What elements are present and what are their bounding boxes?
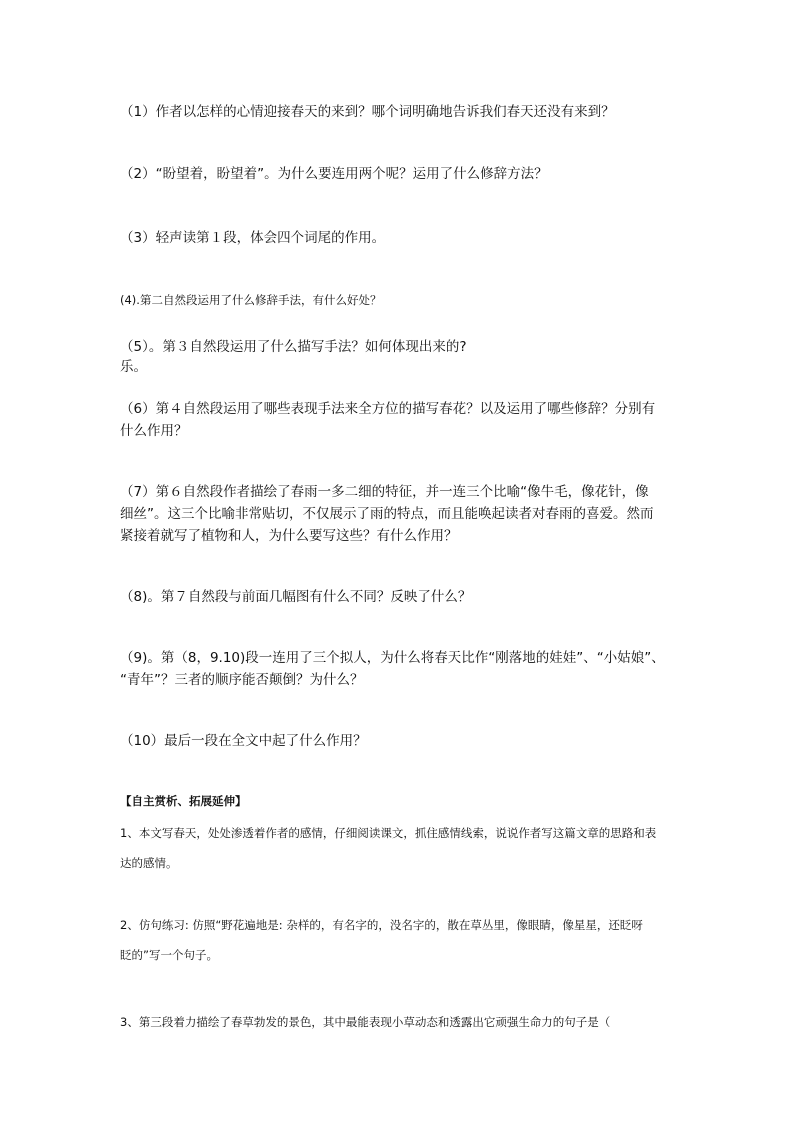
question-1: （1）作者以怎样的心情迎接春天的来到？哪个词明确地告诉我们春天还没有来到？ [120,104,615,120]
question-5-extra: 乐。 [120,359,147,375]
item-2-line-2: 眨的”写一个句子。 [120,948,218,962]
question-7-line-2: 细丝”。这三个比喻非常贴切，不仅展示了雨的特点，而且能唤起读者对春雨的喜爱。然而 [120,506,654,522]
item-1-line-1: 1、本文写春天，处处渗透着作者的感情，仔细阅读课文，抓住感情线索，说说作者写这篇文章的思路和表 [120,826,657,840]
question-3: （3）轻声读第１段，体会四个词尾的作用。 [120,230,386,246]
question-9-line-1: （9)。第（8，9.10)段一连用了三个拟人，为什么将春天比作“刚落地的娃娃”、“小姑娘”、 [120,650,665,666]
question-8: （8)。第７自然段与前面几幅图有什么不同？反映了什么？ [120,589,472,605]
question-10: （10）最后一段在全文中起了什么作用？ [120,733,367,749]
question-5: （5）。第３自然段运用了什么描写手法？如何体现出来的? [120,339,467,355]
question-7-line-1: （7）第６自然段作者描绘了春雨一多二细的特征，并一连三个比喻“像牛毛，像花针，像 [120,484,649,500]
question-6-line-2: 什么作用？ [120,423,188,439]
question-4: (4).第二自然段运用了什么修辞手法，有什么好处？ [120,293,382,307]
item-1-line-2: 达的感情。 [120,856,178,870]
item-3-line-1: 3、第三段着力描绘了春草勃发的景色，其中最能表现小草动态和透露出它顽强生命力的句子是（ [120,1015,611,1029]
question-7-line-3: 紧接着就写了植物和人，为什么要写这些？有什么作用？ [120,528,458,544]
question-2: （2）“盼望着，盼望着”。为什么要连用两个呢？运用了什么修辞方法？ [120,166,548,182]
section-heading: 【自主赏析、拓展延伸】 [120,794,247,808]
question-9-line-2: “青年”？三者的顺序能否颠倒？为什么？ [120,672,364,688]
question-6-line-1: （6）第４自然段运用了哪些表现手法来全方位的描写春花？以及运用了哪些修辞？分别有 [120,401,656,417]
item-2-line-1: 2、仿句练习: 仿照“野花遍地是: 杂样的，有名字的，没名字的，散在草丛里，像眼睛，像星星，还眨呀 [120,918,643,932]
